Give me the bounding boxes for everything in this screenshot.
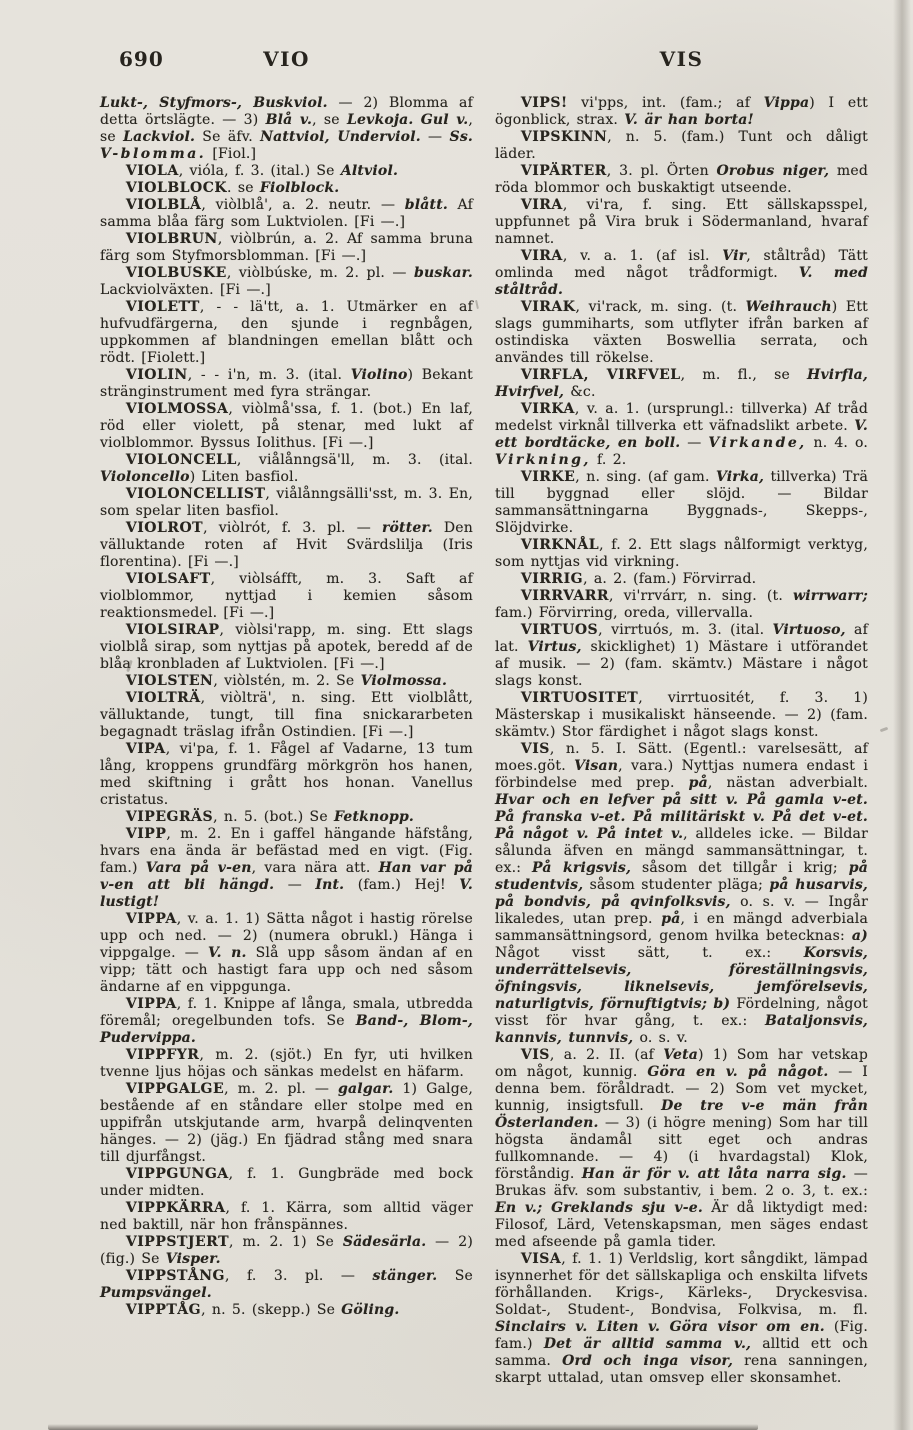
entry-text: V. n. — [208, 945, 247, 961]
entry-text: , n. 5. (fam.) Tunt och dåligt läder. — [495, 129, 868, 162]
entry-text: — — [274, 877, 316, 893]
dictionary-entry — [495, 163, 868, 197]
entry-headword: VIOLTRÄ — [125, 690, 201, 706]
entry-headword: VIPPFYR — [125, 1047, 200, 1063]
entry-headword: VIOLA — [125, 163, 179, 179]
entry-headword: VIOLETT — [125, 299, 200, 315]
dictionary-entry — [100, 1234, 473, 1268]
entry-headword: VIPPSTJERT — [125, 1234, 229, 1250]
dictionary-entry — [100, 741, 473, 809]
dictionary-entry — [100, 1268, 473, 1302]
entry-text: Virtus, — [527, 639, 582, 655]
entry-text: Han var på v-en att bli hängd. — [100, 860, 474, 893]
entry-text: , f. 1. Knippe af långa, smala, utbredda föremål; oregelbunden tofs. Se — [100, 996, 473, 1029]
entry-text: Orobus niger, — [716, 163, 830, 179]
entry-headword: VIPEGRÄS — [125, 809, 214, 825]
entry-text: , vióla, f. 3. (ital.) Se — [178, 163, 341, 179]
entry-text: , n. 5. I. Sätt. (Egentl.: varelsesätt, af moes.göt. — [495, 741, 868, 774]
text-column-right — [495, 95, 868, 1387]
entry-headword: VIOLBLÅ — [125, 197, 202, 213]
dictionary-entry — [100, 265, 473, 299]
entry-text: — Brukas äfv. som substantiv, i bem. 2 o. 3, t. ex.: — [495, 1166, 868, 1199]
entry-text: på — [688, 775, 708, 791]
entry-text: Violino — [350, 367, 408, 383]
entry-headword: VIOLBUSKE — [125, 265, 227, 281]
entry-text: Levkoja. — [346, 112, 414, 128]
entry-text: — 2) (fig.) Se — [100, 1234, 473, 1267]
entry-text: Gul v. — [420, 112, 469, 128]
entry-text: — — [680, 435, 709, 451]
entry-text: , n. 5. (bot.) Se — [213, 809, 334, 825]
entry-headword: VIPPA — [125, 911, 177, 927]
dictionary-entry — [495, 741, 868, 1047]
entry-text: , m. 2. pl. — — [224, 1081, 339, 1097]
entry-text: Hvirfla, Hvirfvel, — [495, 367, 868, 400]
entry-text: Int. — [315, 877, 345, 893]
entry-text: , viòlrót, f. 3. pl. — — [203, 520, 382, 536]
entry-text: Pumpsvängel. — [100, 1285, 212, 1301]
entry-headword: VIRTUOS — [520, 622, 599, 638]
entry-headword: VIOLSTEN — [125, 673, 214, 689]
entry-text: Hvar och en lefver på sitt v. På gamla v-et. På franska v-et. På militäriskt v. På det v-et. På något v. På intet v. — [495, 792, 868, 842]
entry-text — [414, 112, 421, 128]
entry-text: o. s. v. — [633, 1030, 688, 1046]
entry-text: Virka, — [715, 469, 765, 485]
entry-text: f. 2. — [590, 452, 627, 468]
entry-text: Bataljonsvis, kannvis, tunnvis, — [495, 1013, 868, 1046]
dictionary-entry — [100, 1302, 473, 1319]
entry-text: , viòlbúske, m. 2. pl. — — [226, 265, 414, 281]
scan-bottom-edge — [48, 1424, 758, 1430]
dictionary-entry — [100, 180, 473, 197]
entry-text: , viòlbrún, a. 2. Af samma bruna färg som Styfmorsblomman. [Fi —.] — [100, 231, 473, 264]
entry-text: Göling. — [341, 1302, 400, 1318]
entry-headword: VIPPGUNGA — [125, 1166, 229, 1182]
entry-text: — 3) (i högre mening) Som har till högsta ändamål sitt eget och andras fullkomnande. — 4) (i hvardagstal) Klok, förståndig. — [495, 1115, 868, 1182]
entry-text: stänger. — [372, 1268, 438, 1284]
entry-text: Sädesärla. — [342, 1234, 427, 1250]
entry-text: , virrtuositét, f. 3. 1) Mästerskap i musikaliskt hänseende. — 2) (fam. skämtv.) Stor färdighet i något slags konst. — [495, 690, 868, 740]
entry-text: blått. — [404, 197, 448, 213]
entry-text: såsom det tillgår i krig; — [631, 860, 849, 876]
dictionary-entry — [100, 911, 473, 996]
entry-headword: VIPPGALGE — [125, 1081, 225, 1097]
dictionary-entry — [100, 673, 473, 690]
entry-text: Korsvis, underrättelsevis, föreställningsvis, öfningsvis, liknelsevis, jemförelsevis, naturligtvis, förnuftigtvis; — [495, 945, 868, 1012]
entry-headword: VIPÄRTER — [520, 163, 607, 179]
entry-headword: VIRKA — [520, 401, 575, 417]
entry-text: alltid ett och samma. — [495, 1336, 869, 1369]
entry-headword: VIPP — [125, 826, 167, 842]
dictionary-entry — [100, 1047, 473, 1081]
entry-text: rötter. — [381, 520, 433, 536]
entry-text: skicklighet) 1) Mästare i utförandet af musik. — 2) (fam. skämtv.) Mästare i något slags konst. — [495, 639, 868, 689]
entry-text: Se — [437, 1268, 473, 1284]
entry-text: Sinclairs v. Liten v. Göra visor om en. — [495, 1319, 825, 1335]
dictionary-entry — [100, 486, 473, 520]
entry-text: Fetknopp. — [333, 809, 415, 825]
entry-headword: VIS — [520, 1047, 550, 1063]
entry-text: , n. 5. (skepp.) Se — [201, 1302, 342, 1318]
entry-text: a) — [851, 928, 868, 944]
entry-text: Fördelning, något visst för hvar gång, t. ex.: — [495, 996, 868, 1029]
entry-text: Weihrauch — [745, 299, 832, 315]
entry-text: (fam.) Hej! — [344, 877, 460, 893]
entry-text: En v.; Greklands sju v-e. — [495, 1200, 703, 1216]
entry-headword: VIPPKÄRRA — [125, 1200, 226, 1216]
entry-text: , vara nära att. — [251, 860, 379, 876]
entry-text: wirrwarr; — [793, 588, 868, 604]
dictionary-entry — [100, 367, 473, 401]
entry-text: Violoncello — [100, 469, 190, 485]
entry-text: , f. 2. Ett slags nålformigt verktyg, som nyttjas vid virkning. — [495, 537, 868, 570]
dictionary-entry — [495, 1251, 868, 1387]
entry-text: Virkning, — [495, 452, 591, 468]
entry-text: Fiolblock. — [259, 180, 340, 196]
entry-text: , a. 2. II. (af — [549, 1047, 664, 1063]
dictionary-entry — [100, 95, 473, 163]
entry-headword: VIRAK — [520, 299, 576, 315]
dictionary-entry — [100, 1166, 473, 1200]
running-head-left: VIO — [263, 47, 310, 71]
entry-text: , n. sing. (af gam. — [575, 469, 716, 485]
entry-text: Det är alltid samma v., — [543, 1336, 752, 1352]
entry-headword: VIOLSIRAP — [125, 622, 220, 638]
dictionary-entry — [100, 622, 473, 673]
dictionary-entry — [100, 163, 473, 180]
dictionary-entry — [495, 571, 868, 588]
entry-text: , ståltråd) Tätt omlinda med något trådformigt. — [495, 248, 868, 281]
entry-text: , viòlstén, m. 2. Se — [213, 673, 361, 689]
entry-text: , m. 2. (sjöt.) En fyr, uti hvilken tvenne ljus höjas och sänkas medelst en häfarm. — [100, 1047, 473, 1080]
entry-headword: VIOLSAFT — [125, 571, 211, 587]
entry-text: Virtuoso, — [772, 622, 846, 638]
entry-text: — I denna bem. föråldradt. — 2) Som vet mycket, kunnig, insigtsfull. — [495, 1064, 868, 1114]
entry-text: b) — [713, 996, 731, 1012]
dictionary-entry — [100, 809, 473, 826]
entry-headword: VIRKNÅL — [520, 537, 600, 553]
entry-text: o. s. v. — Ingår likaledes, utan prep. — [495, 894, 869, 927]
entry-headword: VIRKE — [520, 469, 576, 485]
entry-text: [Fiol.] — [206, 146, 257, 162]
entry-text: , viålånngsälli'sst, m. 3. En, som spelar liten basfiol. — [100, 486, 473, 519]
dictionary-entry — [100, 826, 473, 911]
entry-text: , v. a. 1. (ursprungl.: tillverka) Af tråd medelst virknål tillverka ett väfnadslikt arbete. — [495, 401, 868, 434]
entry-text: buskar. — [414, 265, 473, 281]
ink-smudge — [475, 300, 479, 309]
entry-text: V. med ståltråd. — [495, 265, 869, 298]
entry-text: Är då liktydigt med: Filosof, Lärd, Vetenskapsman, men säges endast med afseende på gamla tider. — [495, 1200, 868, 1250]
entry-text: på — [661, 911, 681, 927]
entry-text: Af samma blåa färg som Luktviolen. [Fi —.] — [100, 197, 473, 230]
entry-text: , m. 2. En i gaffel hängande häfstång, hvars ena ända är befästad med en vigt. (Fig. fam.) — [100, 826, 473, 876]
dictionary-entry — [495, 537, 868, 571]
entry-text: , se — [312, 112, 347, 128]
dictionary-entry — [495, 129, 868, 163]
entry-text: Visan — [574, 758, 619, 774]
entry-text: , nästan adverbialt. — [707, 775, 868, 791]
entry-text: Göra en v. på något. — [647, 1064, 829, 1080]
entry-headword: VIRA — [520, 248, 563, 264]
entry-headword: VIPPTÅG — [125, 1302, 202, 1318]
entry-text: Ord och inga visor, — [562, 1353, 734, 1369]
entry-text: , f. 1. Gungbräde med bock under midten. — [100, 1166, 473, 1199]
entry-text: , f. 1. Kärra, som alltid väger ned baktill, när hon frånspännes. — [100, 1200, 473, 1233]
entry-text: på husarvis, på bondvis, på qvinfolksvis, — [495, 877, 869, 910]
entry-text: — 2) Blomma af detta örtslägte. — 3) — [100, 95, 473, 128]
text-column-left — [100, 95, 473, 1319]
entry-text: , alldeles icke. — Bildar sålunda äfven en mängd sammansättningar, t. ex.: — [495, 826, 868, 876]
dictionary-entry — [495, 197, 868, 248]
entry-text: , vi'ra, f. sing. Ett sällskapsspel, uppfunnet på Vira bruk i Södermanland, hvaraf namnet. — [495, 197, 868, 247]
entry-text: , se — [100, 112, 474, 145]
entry-text: Virkande, — [708, 435, 807, 451]
dictionary-entry — [100, 996, 473, 1047]
entry-headword: VIRRVARR — [520, 588, 609, 604]
dictionary-entry — [100, 197, 473, 231]
entry-text: Den välluktande roten af Hvit Svärdslilja (Iris florentina). [Fi —.] — [100, 520, 474, 570]
entry-text: Nattviol, Underviol. — [260, 129, 421, 145]
dictionary-entry — [495, 248, 868, 299]
dictionary-entry — [495, 299, 868, 367]
entry-text: Blå v. — [265, 112, 313, 128]
entry-text: , v. a. 1. (af isl. — [562, 248, 723, 264]
entry-text: , vi'rack, m. sing. (t. — [575, 299, 746, 315]
dictionary-entry — [100, 231, 473, 265]
dictionary-entry — [100, 452, 473, 486]
entry-headword: VIRA — [520, 197, 563, 213]
entry-text: af lat. — [495, 622, 868, 655]
entry-text: Lackviolväxten. [Fi —.] — [100, 282, 271, 298]
entry-text: såsom studenter pläga; — [583, 877, 770, 893]
entry-headword: VIPS! — [520, 95, 568, 111]
entry-headword: VIRFLA, VIRFVEL — [520, 367, 681, 383]
entry-text: På krigsvis, — [532, 860, 632, 876]
entry-text: , viòlmå'ssa, f. 1. (bot.) En laf, röd eller violett, på stenar, med lukt af violblommor. Byssus Iolithus. [Fi —.] — [100, 401, 473, 451]
entry-text: , virrtuós, m. 3. (ital. — [598, 622, 773, 638]
entry-headword: VIOLBRUN — [125, 231, 218, 247]
entry-text: (Fig. fam.) — [495, 1319, 868, 1352]
entry-text: tillverka) Trä till byggnad eller slöjd. — Bildar sammansättningarna Byggnads-, Skepps-, Slöjdvirke. — [495, 469, 868, 536]
entry-text: ) Ett slags gummiharts, som utflyter ifrån barken af ostindiska växten Boswellia serrata, och användes till rökelse. — [495, 299, 869, 366]
ink-smudge — [880, 727, 889, 733]
entry-text: , viòlsáfft, m. 3. Saft af violblommor, nyttjad i kemien såsom reaktionsmedel. [Fi —.] — [100, 571, 473, 621]
entry-text: ) I ett ögonblick, strax. — [495, 95, 868, 128]
entry-text: Vippa — [763, 95, 810, 111]
entry-text: De tre v-e män från Österlanden. — [495, 1098, 868, 1131]
entry-text: V. ett bordtäcke, en boll. — [495, 418, 868, 451]
dictionary-entry — [495, 690, 868, 741]
dictionary-entry — [495, 622, 868, 690]
entry-headword: VIOLIN — [125, 367, 188, 383]
entry-text: , - - i'n, m. 3. (ital. — [187, 367, 351, 383]
entry-text: , m. fl., se — [680, 367, 808, 383]
dictionary-entry — [495, 367, 868, 401]
running-head-right: VIS — [659, 47, 704, 71]
entry-text: — — [420, 129, 450, 145]
entry-text: Visper. — [165, 1251, 221, 1267]
entry-text: fam.) Förvirring, oreda, villervalla. — [495, 605, 754, 621]
entry-headword: VIOLROT — [125, 520, 204, 536]
entry-text: Lukt-, Styfmors-, Buskviol. — [100, 95, 328, 111]
entry-text: , f. 3. pl. — — [225, 1268, 373, 1284]
entry-headword: VIOLONCELLIST — [125, 486, 266, 502]
entry-text: , - - lä'tt, a. 1. Utmärker en af hufvudfärgerna, den sjunde i regnbågen, uppkommen af blandningen emellan blått och rödt. [Fiolett.] — [100, 299, 473, 366]
entry-text: , 3. pl. Örten — [606, 163, 717, 179]
entry-text: Band-, Blom-, Pudervippa. — [100, 1013, 473, 1046]
entry-text: , vi'pa, f. 1. Fågel af Vadarne, 13 tum lång, kroppens grundfärg mörkgrön hos hanen, med skiftning i grått hos honan. Vanellus cristatus. — [100, 741, 473, 808]
entry-text: Violmossa. — [360, 673, 448, 689]
entry-headword: VISA — [520, 1251, 562, 1267]
entry-headword: VIPPA — [125, 996, 177, 1012]
entry-text: , vara.) Nyttjas numera endast i förbindelse med prep. — [495, 758, 869, 791]
dictionary-entry — [100, 299, 473, 367]
dictionary-entry — [495, 401, 868, 469]
entry-text: Veta — [663, 1047, 699, 1063]
entry-text: , vi'rrvárr, n. sing. (t. — [608, 588, 794, 604]
dictionary-entry — [100, 1081, 473, 1166]
entry-text: , viòlsi'rapp, m. sing. Ett slags violblå sirap, som nyttjas på apotek, beredd af de blåa kronbladen af Luktviolen. [Fi —.] — [100, 622, 473, 672]
entry-text: Ss. — [449, 129, 473, 145]
entry-headword: VIRTUOSITET — [520, 690, 639, 706]
entry-text: ) 1) Som har vetskap om något, kunnig. — [495, 1047, 869, 1080]
entry-text: Han är för v. att låta narra sig. — [581, 1166, 847, 1182]
entry-text: &c. — [564, 384, 596, 400]
page-gutter-shadow — [893, 0, 911, 1430]
entry-headword: VIOLBLOCK — [125, 180, 228, 196]
entry-headword: VIOLONCELL — [125, 452, 237, 468]
entry-text: , viålånngsä'll, m. 3. (ital. — [236, 452, 473, 468]
entry-text: , v. a. 1. 1) Sätta något i hastig rörelse upp och ned. — 2) (numera obrukl.) Hänga i vippgalge. — — [100, 911, 473, 961]
entry-text: , i en mängd adverbiala sammansättningsord, genom hvilka betecknas: — [495, 911, 869, 944]
entry-text: Se äfv. — [195, 129, 261, 145]
entry-headword: VIS — [520, 741, 550, 757]
entry-headword: VIRRIG — [520, 571, 584, 587]
entry-text: V. lustigt! — [100, 877, 473, 910]
entry-text: Vara på v-en — [145, 860, 252, 876]
dictionary-entry — [495, 1047, 868, 1251]
entry-headword: VIPA — [125, 741, 166, 757]
entry-text: , a. 2. (fam.) Förvirrad. — [583, 571, 757, 587]
dictionary-entry — [100, 401, 473, 452]
entry-text: V. är han borta! — [624, 112, 754, 128]
entry-text: Slå upp såsom ändan af en vipp; tätt och hastigt fara upp och ned såsom ändarne af en vippgunga. — [100, 945, 474, 995]
entry-text: ) Bekant stränginstrument med fyra strängar. — [100, 367, 473, 400]
entry-text: n. 4. o. — [806, 435, 868, 451]
dictionary-entry — [100, 520, 473, 571]
entry-text: ) Liten basfiol. — [189, 469, 299, 485]
dictionary-entry — [495, 95, 868, 129]
entry-text: , m. 2. 1) Se — [229, 1234, 343, 1250]
entry-text: rena sanningen, skarpt uttalad, utan omsvep eller skonsamhet. — [495, 1353, 868, 1386]
page-number: 690 — [119, 47, 164, 71]
entry-text: . se — [227, 180, 260, 196]
entry-text: , viòlträ', n. sing. Ett violblått, välluktande, tungt, till fina snickararbeten begagnadt träslag ifrån Ostindien. [Fi —.] — [100, 690, 473, 740]
entry-text: , f. 1. 1) Verldslig, kort sångdikt, lämpad isynnerhet för det sällskapliga och enskilta lifvets förhållanden. Krigs-, Kärleks-, Dryckesvisa. Soldat-, Student-, Bondvisa, Folkvisa, m. fl. — [495, 1251, 868, 1318]
entry-text: Något visst sätt, t. ex.: — [495, 945, 804, 961]
entry-text: vi'pps, int. (fam.; af — [567, 95, 764, 111]
dictionary-entry — [100, 690, 473, 741]
entry-text: V-blomma. — [100, 146, 207, 162]
entry-text: galgar. — [338, 1081, 394, 1097]
entry-text: på studentvis, — [495, 860, 868, 893]
entry-text: Lackviol. — [123, 129, 196, 145]
entry-text: , viòlblå', a. 2. neutr. — — [201, 197, 405, 213]
entry-text: 1) Galge, bestående af en ståndare eller stolpe med en uppifrån utskjutande arm, hvarpå delinqventen hänges. — 2) (jäg.) En fjädrad stång med snara till djurfångst. — [100, 1081, 473, 1165]
dictionary-entry — [495, 469, 868, 537]
dictionary-entry — [495, 588, 868, 622]
entry-headword: VIPSKINN — [520, 129, 608, 145]
entry-headword: VIOLMOSSA — [125, 401, 229, 417]
entry-text: Vir — [722, 248, 747, 264]
entry-text: med röda blommor och buskaktigt utseende. — [495, 163, 868, 196]
dictionary-entry — [100, 1200, 473, 1234]
entry-headword: VIPPSTÅNG — [125, 1268, 225, 1284]
dictionary-entry — [100, 571, 473, 622]
entry-text: Altviol. — [340, 163, 399, 179]
